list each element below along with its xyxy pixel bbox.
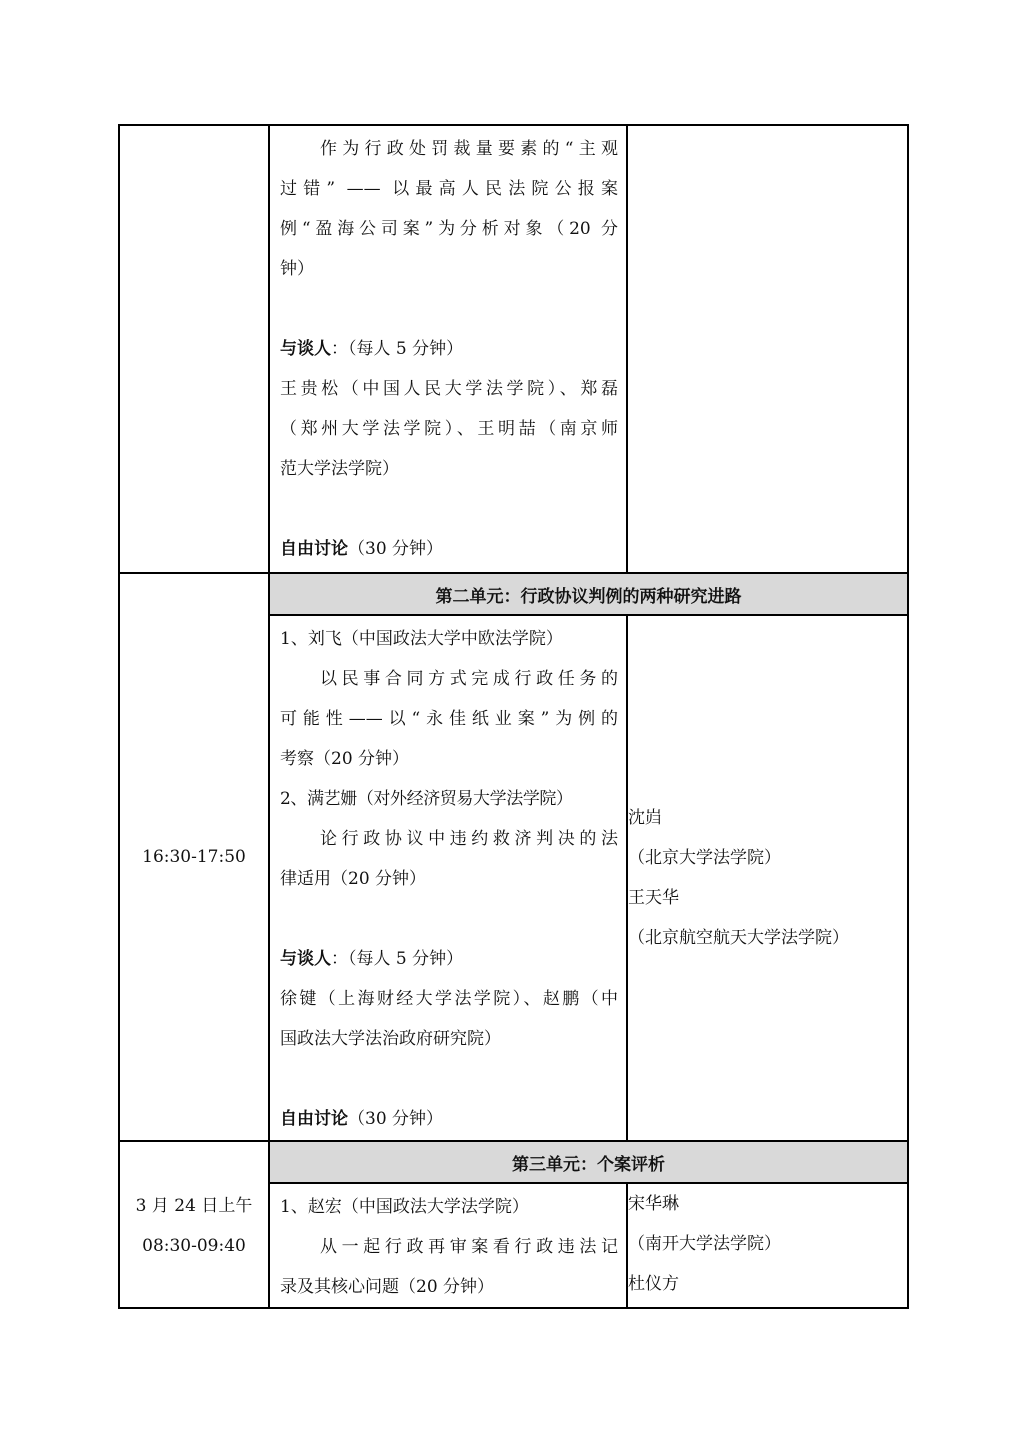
chair-affiliation: （北京航空航天大学法学院） [628,928,849,948]
unit-header-row [119,573,908,615]
unit-title: 第二单元：行政协议判例的两种研究进路 [269,573,908,615]
topic-line: 以民事合同方式完成行政任务的 [320,669,618,689]
time-cell-empty [119,125,269,573]
discussant-line: 徐键（上海财经大学法学院）、赵鹏（中 [280,989,618,1009]
chair-affiliation: （北京大学法学院） [628,848,781,868]
chair-affiliation: （南开大学法学院） [628,1234,781,1254]
topic-line: 可能性——以“永佳纸业案”为例的 [280,709,618,729]
session-date: 3 月 24 日上午 [135,1196,253,1216]
chair-name: 杜仪方 [628,1274,679,1294]
speaker-line: 1、刘飞（中国政法大学中欧法学院） [280,629,563,649]
unit-header-row [119,1141,908,1183]
content-cell [269,125,627,573]
discussant-line: 范大学法学院） [280,459,399,479]
topic-line: 过错” —— 以最高人民法院公报案 [280,179,618,199]
discussant-line: 国政法大学法治政府研究院） [280,1029,501,1049]
topic-line: 钟） [280,259,314,279]
discussant-heading: 与谈人：（每人 5 分钟） [280,949,464,969]
session-time: 16:30-17:50 [142,847,246,867]
discussant-line: （郑州大学法学院）、王明喆（南京师 [280,419,618,439]
speaker-line: 2、满艺姗（对外经济贸易大学法学院） [280,789,573,809]
content-cell [269,1183,627,1308]
topic-line: 论行政协议中违约救济判决的法 [320,829,618,849]
unit-title: 第三单元：个案评析 [269,1141,908,1183]
free-discussion: 自由讨论（30 分钟） [280,539,444,559]
chair-cell-empty [627,125,908,573]
discussant-heading: 与谈人：（每人 5 分钟） [280,339,464,359]
free-discussion: 自由讨论（30 分钟） [280,1109,444,1129]
discussant-line: 王贵松（中国人民大学法学院）、郑磊 [280,379,618,399]
chair-name: 宋华琳 [628,1194,679,1214]
chair-name: 王天华 [628,888,679,908]
topic-line: 作为行政处罚裁量要素的“主观 [320,139,618,159]
topic-line: 考察（20 分钟） [280,749,410,769]
time-cell [119,573,269,1141]
content-cell [269,615,627,1141]
session-time: 08:30-09:40 [142,1236,246,1256]
schedule-table [118,124,909,1309]
table-row [119,125,908,573]
speaker-line: 1、赵宏（中国政法大学法学院） [280,1197,529,1217]
chair-cell [627,615,908,1141]
chair-cell [627,1183,908,1308]
topic-line: 例“盈海公司案”为分析对象（20 分 [280,219,618,239]
chair-name: 沈岿 [628,808,662,828]
topic-line: 录及其核心问题（20 分钟） [280,1277,495,1297]
topic-line: 律适用（20 分钟） [280,869,427,889]
time-cell [119,1141,269,1308]
topic-line: 从一起行政再审案看行政违法记 [320,1237,618,1257]
